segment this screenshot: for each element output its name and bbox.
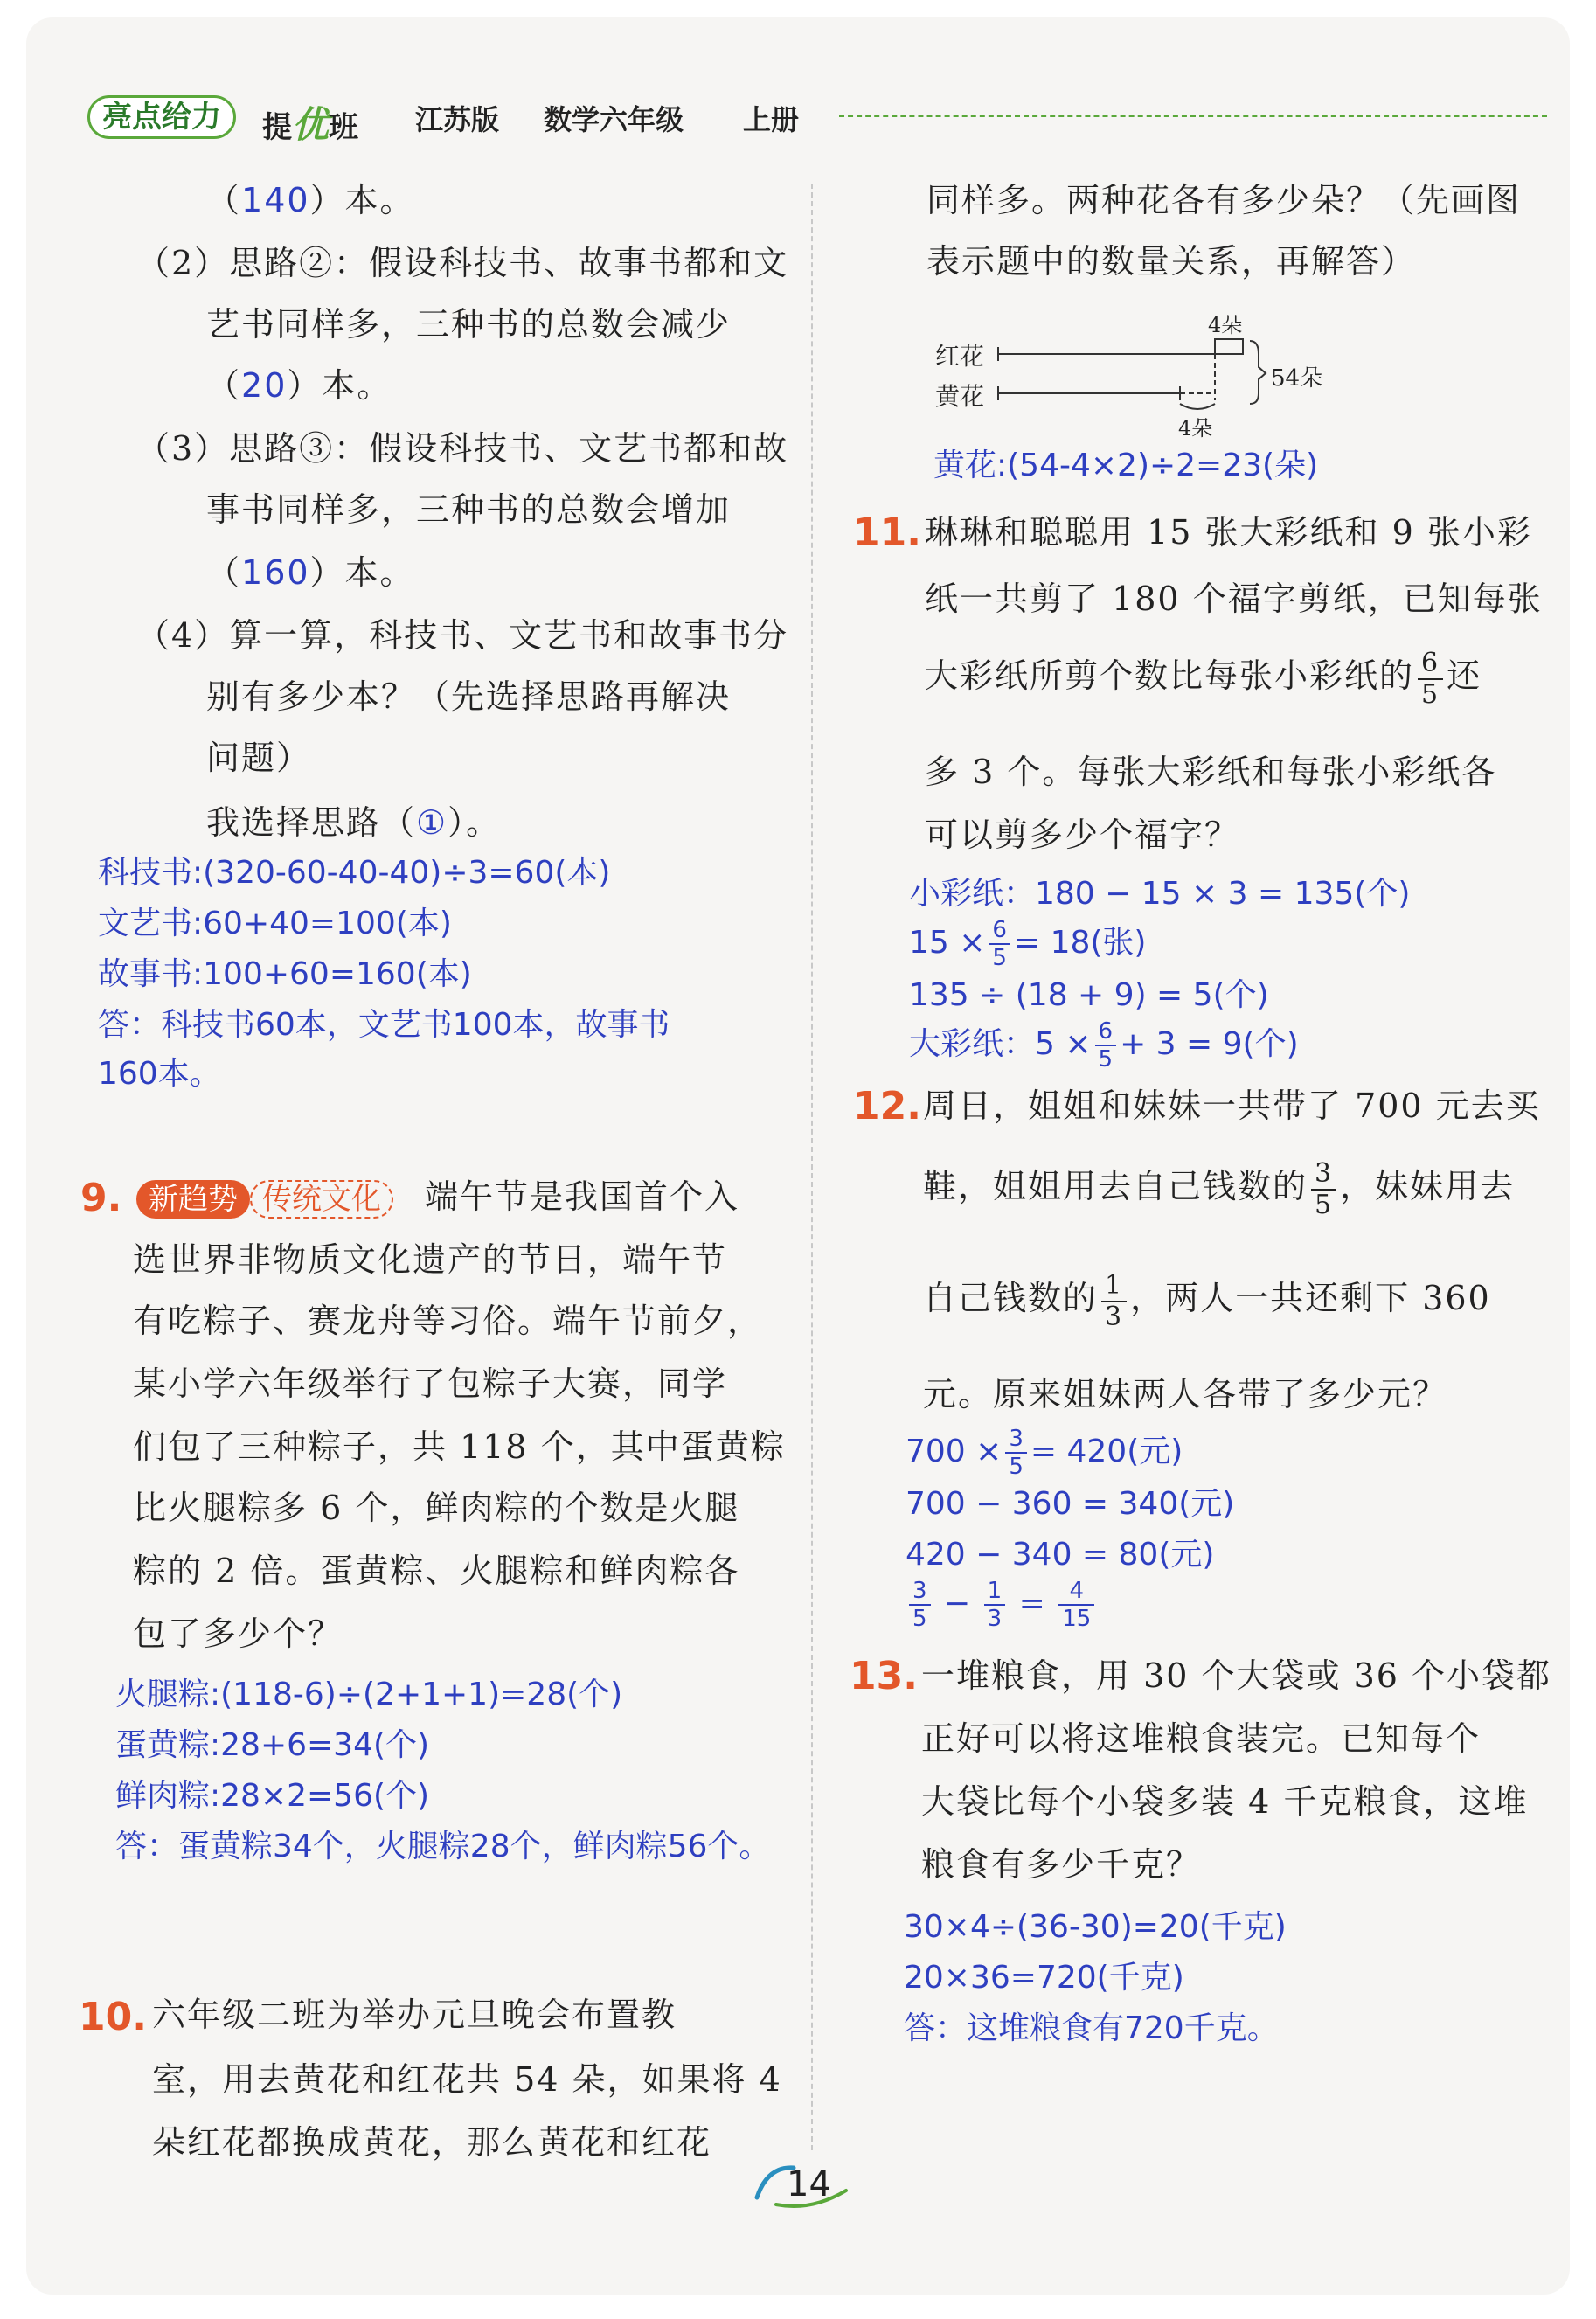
q12-line-2: 鞋，姐姐用去自己钱数的 $\frac{3}{5}$ ，妹妹用去: [923, 1157, 1516, 1220]
q9-line-2: 选世界非物质文化遗产的节日，端午节: [133, 1240, 728, 1279]
prev-p2-line-1: （2）思路②：假设科技书、故事书都和文: [136, 244, 789, 282]
q10-cont-line-1: 同样多。两种花各有多少朵？（先画图: [926, 181, 1522, 219]
q10-line-1: 六年级二班为举办元旦晚会布置教: [152, 1996, 677, 2034]
series-mid: 优: [292, 103, 330, 146]
red-flower-extra: [1215, 339, 1243, 354]
q12-line-4: 元。原来姐妹两人各带了多少元？: [923, 1375, 1448, 1413]
q9-line-4: 某小学六年级举行了包粽子大赛，同学: [133, 1364, 728, 1403]
blank-value: 140: [241, 181, 310, 219]
q9-line-5: 们包了三种粽子，共 118 个，其中蛋黄粽: [133, 1427, 786, 1466]
q13-answer-3: 答：这堆粮食有720千克。: [904, 2010, 1279, 2046]
q12-line-3: 自己钱数的 $\frac{1}{3}$ ，两人一共还剩下 360: [923, 1269, 1491, 1332]
q11-answer-1: 小彩纸：180 − 15 × 3 = 135(个): [909, 876, 1411, 912]
prev-answer-5: 160本。: [98, 1056, 221, 1092]
prev-p3-line-2: 事书同样多，三种书的总数会增加: [206, 490, 732, 529]
column-divider: [811, 184, 813, 2150]
traditional-culture-tag: 传统文化: [250, 1180, 393, 1219]
q9-line-7: 粽的 2 倍。蛋黄粽、火腿粽和鲜肉粽各: [133, 1552, 740, 1590]
question-9-number: 9.: [80, 1176, 122, 1220]
prev-p4-line-1: （4）算一算，科技书、文艺书和故事书分: [136, 616, 789, 655]
q12-line-1: 周日，姐姐和妹妹一共带了 700 元去买: [923, 1087, 1541, 1125]
segment-diagram: [926, 306, 1346, 441]
q13-line-4: 粮食有多少千克？: [921, 1845, 1202, 1884]
q11-line-1: 琳琳和聪聪用 15 张大彩纸和 9 张小彩: [925, 513, 1532, 552]
total-brace: [1250, 341, 1266, 404]
prev-p4-line-2: 别有多少本？（先选择思路再解决: [206, 677, 732, 716]
q12-answer-4: $\frac{3}{5}$ − $\frac{1}{3}$ = $\frac{4}{15}$: [906, 1579, 1098, 1630]
volume: 上册: [743, 103, 800, 136]
series-suffix: 班: [329, 110, 359, 145]
question-12-number: 12.: [853, 1084, 921, 1128]
edition: 江苏版: [415, 103, 500, 136]
series-title: [262, 96, 358, 149]
question-10-number: 10.: [79, 1995, 147, 2039]
prev-answer-2: 文艺书:60+40=100(本): [98, 906, 452, 941]
q11-line-4: 多 3 个。每张大彩纸和每张小彩纸各: [925, 753, 1497, 791]
q11-line-2: 纸一共剪了 180 个福字剪纸，已知每张: [925, 580, 1543, 618]
prev-p4-line-4: 我选择思路（①）。: [206, 803, 502, 842]
prev-p2-line-2: 艺书同样多，三种书的总数会减少: [206, 305, 732, 344]
q9-answer-4: 答：蛋黄粽34个，火腿粽28个，鲜肉粽56个。: [115, 1829, 771, 1864]
q10-line-3: 朵红花都换成黄花，那么黄花和红花: [152, 2123, 712, 2162]
yellow-flower-label: 黄花: [935, 382, 985, 411]
q12-answer-1: 700 × $\frac{3}{5}$ = 420(元): [906, 1426, 1183, 1480]
question-11-number: 11.: [853, 510, 921, 555]
brand-badge: 亮点给力: [87, 95, 236, 139]
q9-line-8: 包了多少个？: [133, 1614, 343, 1653]
prev-p3-line-1: （3）思路③：假设科技书、文艺书都和故: [136, 429, 789, 468]
header-rule: [839, 115, 1547, 117]
blank-value: 20: [241, 366, 288, 405]
q9-tags: [136, 1175, 393, 1218]
q12-answer-3: 420 − 340 = 80(元): [906, 1537, 1215, 1573]
q9-answer-1: 火腿粽:(118-6)÷(2+1+1)=28(个): [115, 1677, 623, 1712]
q12-answer-2: 700 − 360 = 340(元): [906, 1486, 1235, 1522]
blank-value: ①: [416, 803, 448, 842]
q10-line-2: 室，用去黄花和红花共 54 朵，如果将 4: [152, 2060, 782, 2099]
total-54-label: 54朵: [1271, 365, 1323, 392]
header: [87, 93, 236, 135]
q13-line-1: 一堆粮食，用 30 个大袋或 36 个小袋都: [921, 1656, 1552, 1695]
blank-value: 160: [241, 553, 310, 592]
q11-line-5: 可以剪多少个福字？: [925, 816, 1240, 854]
prev-answer-1: 科技书:(320-60-40-40)÷3=60(本): [98, 855, 611, 891]
prev-p2-line-3: （20）本。: [206, 366, 392, 405]
prev-answer-3: 故事书:100+60=160(本): [98, 956, 472, 992]
q10-cont-line-2: 表示题中的数量关系，再解答）: [926, 242, 1417, 281]
q13-line-3: 大袋比每个小袋多装 4 千克粮食，这堆: [921, 1782, 1529, 1821]
subject: 数学六年级: [544, 103, 684, 136]
prev-answer-4: 答：科技书60本，文艺书100本，故事书: [98, 1007, 670, 1043]
q9-answer-3: 鲜肉粽:28×2=56(个): [115, 1778, 430, 1814]
q9-answer-2: 蛋黄粽:28+6=34(个): [115, 1727, 430, 1763]
q13-answer-2: 20×36=720(千克): [904, 1960, 1184, 1996]
q11-answer-3: 135 ÷ (18 + 9) = 5(个): [909, 977, 1269, 1013]
prev-p4-line-3: 问题）: [206, 739, 312, 777]
q10-answer: 黄花:(54-4×2)÷2=23(朵): [933, 448, 1319, 483]
prev-p3-line-3: （160）本。: [206, 553, 415, 592]
q11-answer-4: 大彩纸：5 × $\frac{6}{5}$ + 3 = 9(个): [909, 1018, 1299, 1073]
q13-answer-1: 30×4÷(36-30)=20(千克): [904, 1909, 1287, 1945]
page-number-badge: [750, 2159, 855, 2211]
q9-line-1: 端午节是我国首个入: [425, 1177, 740, 1216]
q13-line-2: 正好可以将这堆粮食装完。已知每个: [921, 1719, 1482, 1758]
red-flower-label: 红花: [935, 342, 985, 371]
question-13-number: 13.: [850, 1654, 918, 1698]
top-4-label: 4朵: [1208, 313, 1243, 337]
q9-line-6: 比火腿粽多 6 个，鲜肉粽的个数是火腿: [133, 1489, 740, 1527]
q9-line-3: 有吃粽子、赛龙舟等习俗。端午节前夕，: [133, 1302, 763, 1340]
new-trend-tag: 新趋势: [136, 1180, 250, 1219]
series-prefix: 提: [262, 110, 292, 145]
q11-answer-2: 15 × $\frac{6}{5}$ = 18(张): [909, 917, 1147, 971]
bottom-4-label: 4朵: [1178, 416, 1213, 441]
prev-line-1: （140）本。: [206, 181, 415, 219]
q11-line-3: 大彩纸所剪个数比每张小彩纸的 $\frac{6}{5}$ 还: [925, 647, 1482, 710]
page-number: 14: [787, 2164, 831, 2204]
